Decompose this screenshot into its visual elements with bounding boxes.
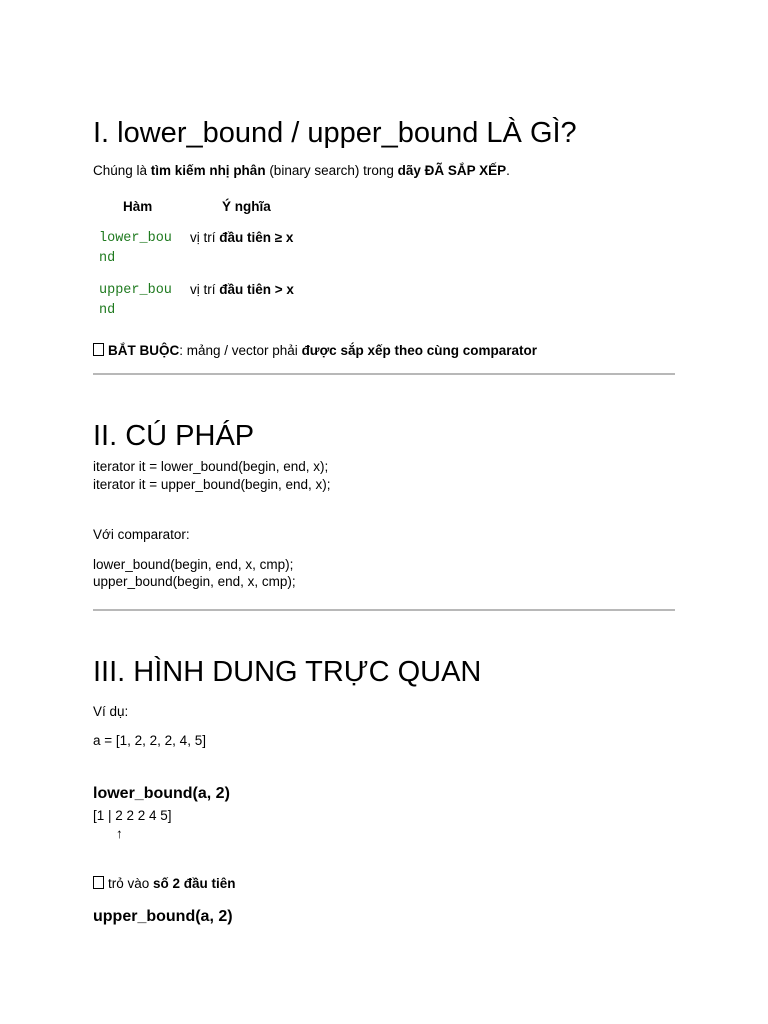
table-header-meaning: Ý nghĩa [222,199,271,214]
section-2-title: II. CÚ PHÁP [93,420,255,452]
section-1-intro: Chúng là tìm kiếm nhị phân (binary search) trong dãy ĐÃ SẮP XẾP. [93,163,510,178]
pointer-note: trỏ vào số 2 đầu tiên [93,875,236,892]
table-cell-func: lower_bound [99,231,172,266]
table-header-func: Hàm [123,199,153,214]
table-cell-meaning: vị trí đầu tiên ≥ x [190,230,294,245]
section-1-title: I. lower_bound / upper_bound LÀ GÌ? [93,117,577,149]
divider [93,373,675,375]
example-label: Ví dụ: [93,704,129,719]
lower-bound-visual: [1 | 2 2 2 4 5] [93,808,172,823]
section-3-title: III. HÌNH DUNG TRỰC QUAN [93,656,482,688]
divider [93,609,675,611]
syntax-code-line: iterator it = lower_bound(begin, end, x); [93,459,329,474]
syntax-code-line: lower_bound(begin, end, x, cmp); [93,557,294,572]
lower-bound-heading: lower_bound(a, 2) [93,785,230,802]
syntax-code-line: iterator it = upper_bound(begin, end, x); [93,477,331,492]
with-comparator-label: Với comparator: [93,527,190,542]
upper-bound-heading: upper_bound(a, 2) [93,908,233,925]
example-array: a = [1, 2, 2, 2, 4, 5] [93,733,206,748]
checkbox-glyph-icon [93,343,104,356]
checkbox-glyph-icon [93,876,104,889]
requirement-note: BẮT BUỘC: mảng / vector phải được sắp xếp theo cùng comparator [93,342,537,359]
table-cell-meaning: vị trí đầu tiên > x [190,282,294,297]
table-cell-func: upper_bound [99,283,172,318]
syntax-code-line: upper_bound(begin, end, x, cmp); [93,574,296,589]
up-arrow-icon: ↑ [116,826,123,841]
